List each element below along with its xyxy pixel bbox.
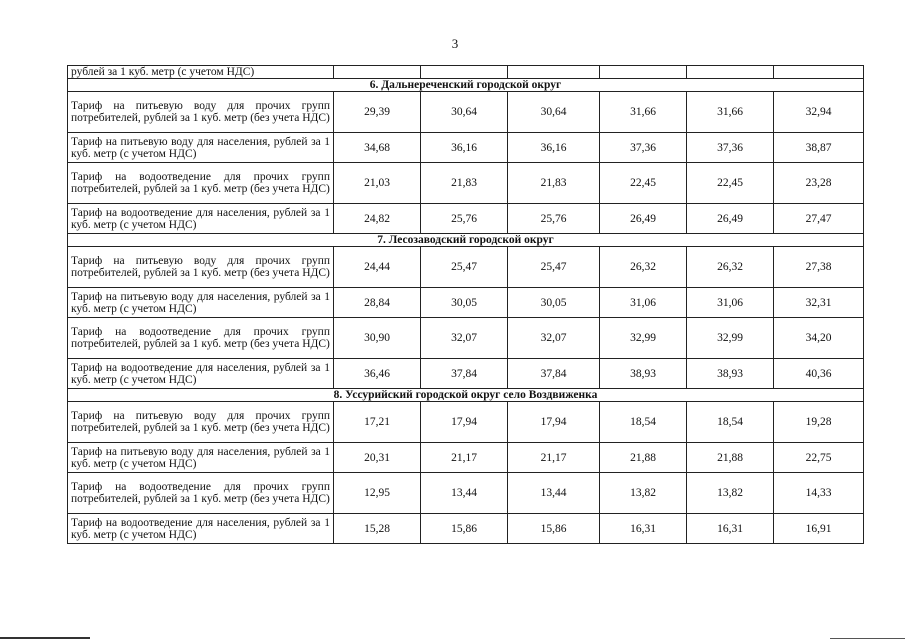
tariff-value: 13,44: [421, 473, 508, 514]
tariff-value: 15,28: [334, 514, 421, 544]
tariff-value: 24,82: [334, 204, 421, 234]
tariff-value: 17,21: [334, 402, 421, 443]
table-row: [68, 473, 864, 514]
scan-edge-line: [0, 637, 90, 639]
tariff-value: 16,31: [687, 514, 774, 544]
tariff-label: Тариф на питьевую воду для населения, рублей за 1 куб. метр (с учетом НДС): [68, 133, 334, 163]
tariff-value: 26,49: [687, 204, 774, 234]
tariff-value: 38,93: [687, 359, 774, 389]
tariff-value: 16,91: [774, 514, 864, 544]
tariff-value: 30,05: [421, 288, 508, 318]
table-row: [68, 247, 864, 288]
tariff-value: 30,05: [508, 288, 600, 318]
tariff-value: 21,03: [334, 163, 421, 204]
tariff-value: 37,84: [421, 359, 508, 389]
tariff-value: 31,06: [600, 288, 687, 318]
empty-cell: [508, 66, 600, 79]
tariff-value: 25,76: [421, 204, 508, 234]
tariff-value: 26,32: [600, 247, 687, 288]
empty-cell: [600, 66, 687, 79]
tariff-value: 26,32: [687, 247, 774, 288]
tariff-label: Тариф на водоотведение для населения, рублей за 1 куб. метр (с учетом НДС): [68, 514, 334, 544]
empty-cell: [421, 66, 508, 79]
tariff-value: 21,17: [508, 443, 600, 473]
tariff-value: 15,86: [508, 514, 600, 544]
empty-cell: [774, 66, 864, 79]
tariff-table-body: [68, 66, 864, 544]
tariff-value: 30,64: [421, 92, 508, 133]
tariff-label: Тариф на водоотведение для населения, рублей за 1 куб. метр (с учетом НДС): [68, 359, 334, 389]
tariff-value: 21,88: [687, 443, 774, 473]
tariff-label: Тариф на питьевую воду для прочих групп потребителей, рублей за 1 куб. метр (без учета НДС): [68, 247, 334, 288]
tariff-value: 36,16: [508, 133, 600, 163]
tariff-value: 12,95: [334, 473, 421, 514]
tariff-value: 25,47: [421, 247, 508, 288]
tariff-value: 21,83: [508, 163, 600, 204]
tariff-value: 17,94: [421, 402, 508, 443]
tariff-value: 25,76: [508, 204, 600, 234]
section-header-row: [68, 234, 864, 247]
tariff-label: Тариф на водоотведение для прочих групп потребителей, рублей за 1 куб. метр (без учета НДС): [68, 318, 334, 359]
carry-over-row: [68, 66, 864, 79]
tariff-value: 18,54: [600, 402, 687, 443]
tariff-label: Тариф на водоотведение для населения, рублей за 1 куб. метр (с учетом НДС): [68, 204, 334, 234]
section-header-row: [68, 389, 864, 402]
tariff-value: 34,20: [774, 318, 864, 359]
tariff-value: 27,47: [774, 204, 864, 234]
table-row: [68, 92, 864, 133]
tariff-value: 29,39: [334, 92, 421, 133]
tariff-value: 19,28: [774, 402, 864, 443]
tariff-value: 27,38: [774, 247, 864, 288]
tariff-value: 13,82: [600, 473, 687, 514]
tariff-value: 21,83: [421, 163, 508, 204]
table-row: [68, 204, 864, 234]
empty-cell: [687, 66, 774, 79]
table-row: [68, 133, 864, 163]
empty-cell: [334, 66, 421, 79]
tariff-value: 36,16: [421, 133, 508, 163]
tariff-value: 21,88: [600, 443, 687, 473]
tariff-value: 38,93: [600, 359, 687, 389]
tariff-value: 13,82: [687, 473, 774, 514]
tariff-value: 20,31: [334, 443, 421, 473]
table-row: [68, 288, 864, 318]
tariff-value: 32,07: [508, 318, 600, 359]
tariff-label: Тариф на питьевую воду для прочих групп потребителей, рублей за 1 куб. метр (без учета НДС): [68, 402, 334, 443]
tariff-value: 32,94: [774, 92, 864, 133]
tariff-value: 16,31: [600, 514, 687, 544]
tariff-value: 34,68: [334, 133, 421, 163]
table-row: [68, 318, 864, 359]
tariff-value: 17,94: [508, 402, 600, 443]
tariff-value: 36,46: [334, 359, 421, 389]
tariff-value: 32,31: [774, 288, 864, 318]
tariff-value: 22,45: [600, 163, 687, 204]
table-row: [68, 163, 864, 204]
tariff-value: 23,28: [774, 163, 864, 204]
tariff-value: 14,33: [774, 473, 864, 514]
tariff-value: 18,54: [687, 402, 774, 443]
table-row: [68, 443, 864, 473]
tariff-value: 15,86: [421, 514, 508, 544]
table-row: [68, 402, 864, 443]
tariff-table: [67, 65, 864, 544]
tariff-value: 30,64: [508, 92, 600, 133]
tariff-value: 13,44: [508, 473, 600, 514]
section-title: 8. Уссурийский городской округ село Воздвиженка: [68, 389, 864, 402]
tariff-value: 21,17: [421, 443, 508, 473]
page-number: 3: [451, 36, 459, 51]
tariff-value: 22,45: [687, 163, 774, 204]
tariff-value: 32,99: [600, 318, 687, 359]
section-header-row: [68, 79, 864, 92]
tariff-value: 32,07: [421, 318, 508, 359]
tariff-value: 25,47: [508, 247, 600, 288]
tariff-value: 24,44: [334, 247, 421, 288]
section-title: 7. Лесозаводский городской округ: [68, 234, 864, 247]
table-row: [68, 359, 864, 389]
tariff-value: 31,06: [687, 288, 774, 318]
scan-edge-line: [830, 638, 905, 639]
tariff-value: 22,75: [774, 443, 864, 473]
tariff-value: 37,84: [508, 359, 600, 389]
tariff-value: 32,99: [687, 318, 774, 359]
tariff-label: Тариф на водоотведение для прочих групп потребителей, рублей за 1 куб. метр (без учета НДС): [68, 473, 334, 514]
tariff-value: 37,36: [600, 133, 687, 163]
carry-over-label: рублей за 1 куб. метр (с учетом НДС): [68, 66, 334, 79]
table-row: [68, 514, 864, 544]
tariff-value: 31,66: [600, 92, 687, 133]
tariff-label: Тариф на водоотведение для прочих групп потребителей, рублей за 1 куб. метр (без учета НДС): [68, 163, 334, 204]
tariff-value: 26,49: [600, 204, 687, 234]
tariff-label: Тариф на питьевую воду для населения, рублей за 1 куб. метр (с учетом НДС): [68, 288, 334, 318]
tariff-value: 31,66: [687, 92, 774, 133]
tariff-label: Тариф на питьевую воду для прочих групп потребителей, рублей за 1 куб. метр (без учета НДС): [68, 92, 334, 133]
tariff-value: 28,84: [334, 288, 421, 318]
tariff-value: 30,90: [334, 318, 421, 359]
tariff-label: Тариф на питьевую воду для населения, рублей за 1 куб. метр (с учетом НДС): [68, 443, 334, 473]
section-title: 6. Дальнереченский городской округ: [68, 79, 864, 92]
tariff-value: 38,87: [774, 133, 864, 163]
tariff-value: 40,36: [774, 359, 864, 389]
tariff-value: 37,36: [687, 133, 774, 163]
